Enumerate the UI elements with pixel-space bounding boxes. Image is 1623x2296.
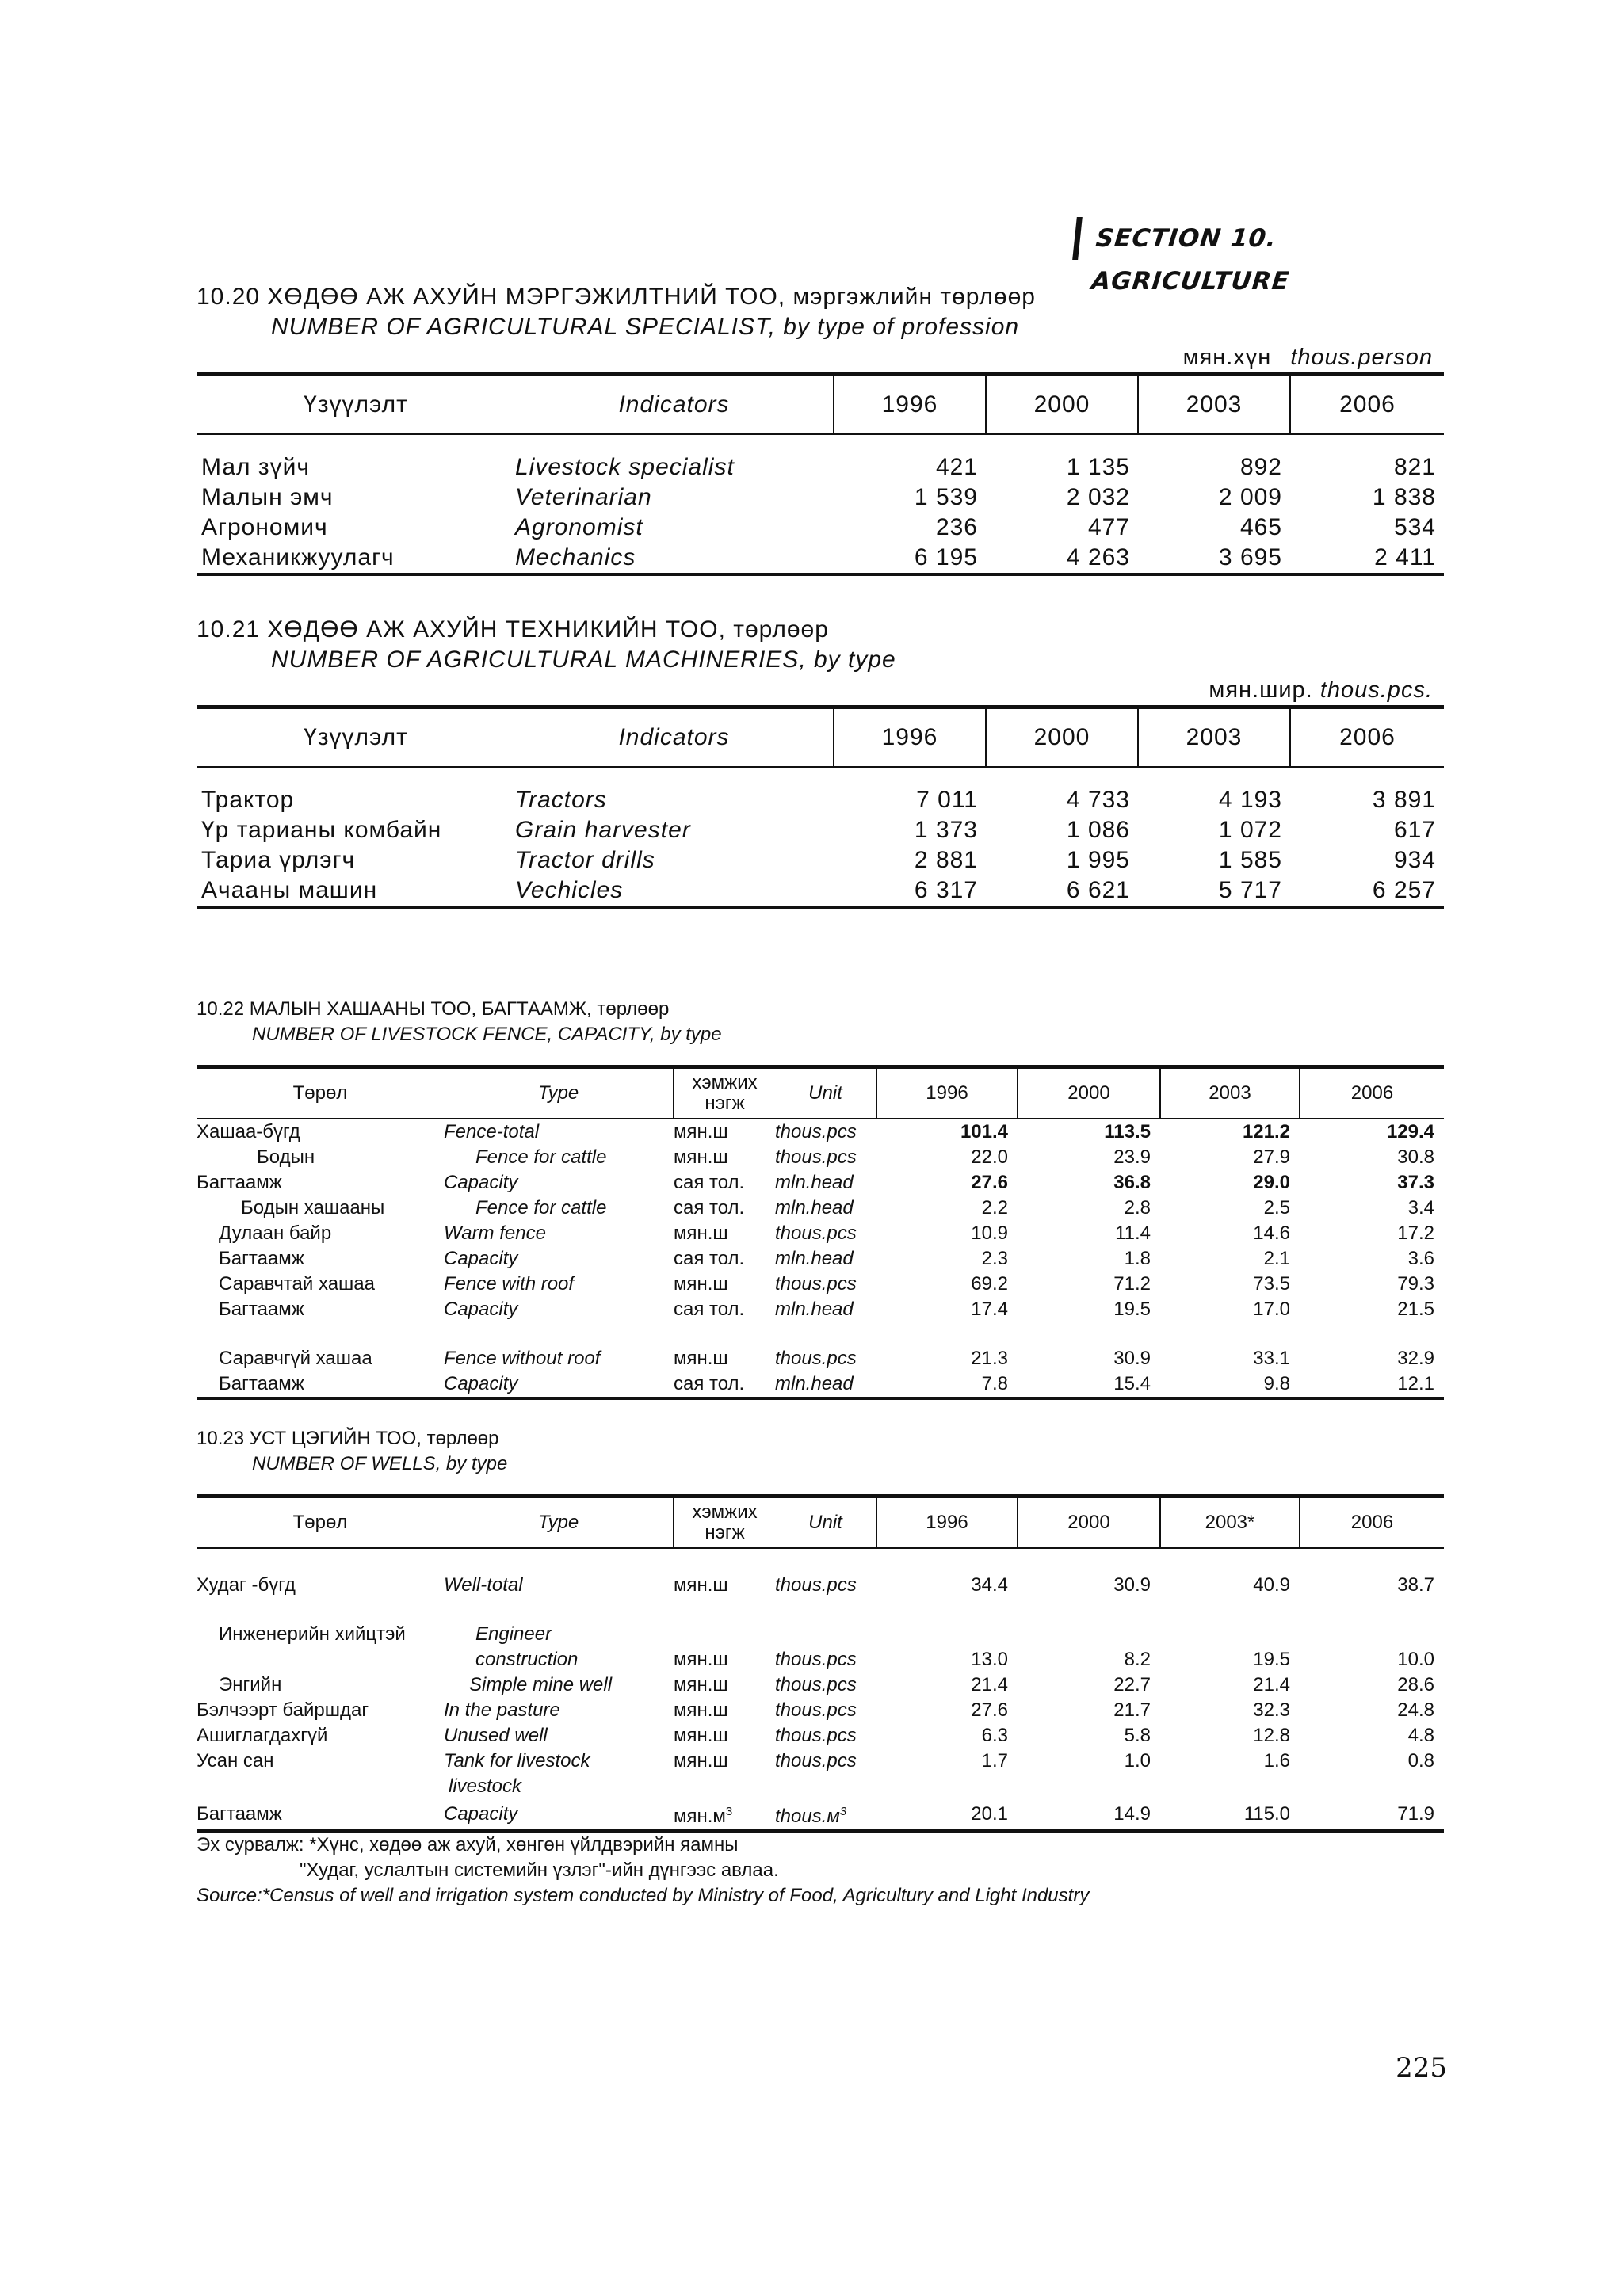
row-label-mn: Багтаамж (197, 1172, 282, 1193)
table-10-20-subtitle: NUMBER OF AGRICULTURAL SPECIALIST, by type of profession (271, 314, 1020, 340)
cell-value: 22.7 (1113, 1674, 1151, 1695)
table-10-21 (197, 705, 1444, 909)
table-row (197, 875, 1444, 907)
cell-value: 4 193 (1218, 787, 1282, 813)
row-label-en: Well-total (444, 1574, 523, 1596)
cell-value: 3 695 (1218, 544, 1282, 570)
cell-value: 27.6 (971, 1699, 1008, 1721)
row-label-mn: Үр тарианы комбайн (201, 817, 442, 843)
row-label-mn: Механикжуулагч (201, 544, 395, 570)
unit-en-cell (775, 1799, 876, 1831)
cell-value: 23.9 (1113, 1146, 1151, 1168)
unit-mn: мян.ш (674, 1574, 728, 1596)
cell-value: 465 (1239, 514, 1282, 540)
col-header: Төрөл (292, 1512, 348, 1533)
cell-value: 2 009 (1218, 484, 1282, 510)
table-10-22 (197, 1065, 1444, 1400)
cell-value: 36.8 (1113, 1172, 1151, 1193)
col-header: хэмжих нэгж (674, 1067, 775, 1119)
cell-value: 5.8 (1124, 1725, 1151, 1746)
table-row (197, 1647, 1444, 1672)
cell-value: 37.3 (1397, 1172, 1434, 1193)
table-row (197, 785, 1444, 815)
cell-value: 7.8 (981, 1373, 1008, 1394)
row-label-en: Capacity (444, 1299, 518, 1320)
section-header: SECTION 10. AGRICULTURE (1072, 217, 1449, 260)
row-label-en-cont: construction (475, 1649, 579, 1670)
row-label-mn: Ачааны машин (201, 877, 378, 903)
table-row (197, 845, 1444, 875)
cell-value: 5 717 (1218, 877, 1282, 903)
table-header-row (197, 707, 1444, 768)
cell-value: 1.7 (981, 1750, 1008, 1772)
col-header: Unit (808, 1512, 842, 1533)
row-label-mn: Малын эмч (201, 484, 334, 510)
row-label-en: Tractor drills (515, 847, 655, 873)
cell-value: 236 (935, 514, 978, 540)
unit-en: mln.head (775, 1248, 854, 1269)
cell-value: 1 135 (1066, 454, 1130, 480)
table-row (197, 1371, 1444, 1398)
table-row (197, 1698, 1444, 1723)
row-label-en: Capacity (444, 1248, 518, 1269)
cell-value: 2.1 (1263, 1248, 1290, 1269)
row-label-en: Agronomist (515, 514, 643, 540)
cell-value: 71.9 (1397, 1803, 1434, 1825)
cell-value: 14.9 (1113, 1803, 1151, 1825)
row-label-en: Capacity (444, 1803, 518, 1825)
unit-mn: сая тол. (674, 1248, 745, 1269)
cell-value: 7 011 (916, 787, 978, 813)
col-header: 1996 (834, 707, 986, 768)
cell-value: 19.5 (1113, 1299, 1151, 1320)
table-10-23-title: 10.23 УСТ ЦЭГИЙН ТОО, төрлөөр (197, 1428, 499, 1449)
row-label-en: Capacity (444, 1172, 518, 1193)
unit-en: mln.head (775, 1299, 854, 1320)
cell-value: 1 086 (1066, 817, 1130, 843)
cell-value: 934 (1393, 847, 1436, 873)
col-header: 2000 (1018, 1497, 1160, 1549)
row-label-mn: Мал зүйч (201, 454, 310, 480)
row-label-mn: Бэлчээрт байршдаг (197, 1699, 369, 1721)
row-label-mn: Бодын (257, 1146, 315, 1168)
row-label-en: Engineer (475, 1623, 552, 1645)
unit-en: thous.pcs (775, 1222, 857, 1244)
row-label-en: Fence with roof (444, 1273, 575, 1295)
col-header: 2003* (1160, 1497, 1300, 1549)
cell-value: 71.2 (1113, 1273, 1151, 1295)
table-row (197, 513, 1444, 543)
unit-mn: мян.ш (674, 1750, 728, 1772)
col-header: Indicators (618, 724, 730, 750)
cell-value: 10.0 (1397, 1649, 1434, 1670)
col-header: 1996 (834, 375, 986, 435)
cell-value: 1.6 (1263, 1750, 1290, 1772)
cell-value: 6 621 (1066, 877, 1130, 903)
unit-en: mln.head (775, 1373, 854, 1394)
table-row (197, 1119, 1444, 1145)
cell-value: 101.4 (960, 1121, 1008, 1142)
row-label-en: Warm fence (444, 1222, 546, 1244)
unit-mn: мян.ш (674, 1146, 728, 1168)
cell-value: 1.8 (1124, 1248, 1151, 1269)
col-header: 2000 (986, 707, 1138, 768)
table-row (197, 815, 1444, 845)
row-label-en: Capacity (444, 1373, 518, 1394)
row-label-en: Fence without roof (444, 1348, 601, 1369)
table-10-21-section (197, 615, 1444, 909)
cell-value: 477 (1087, 514, 1130, 540)
cell-value: 30.9 (1113, 1348, 1151, 1369)
unit-mn: сая тол. (674, 1172, 745, 1193)
source-mn-line-2: "Худаг, услалтын системийн үзлэг"-ийн дүнгээс авлаа. (300, 1859, 779, 1881)
page-number: 225 (1396, 2052, 1447, 2084)
cell-value: 21.4 (1253, 1674, 1290, 1695)
unit-en: thous.м (775, 1806, 840, 1827)
row-label-en: Unused well (444, 1725, 548, 1746)
cell-value: 32.9 (1397, 1348, 1434, 1369)
table-row (197, 1799, 1444, 1831)
source-note (197, 1833, 1444, 1909)
row-label-en: Simple mine well (469, 1674, 613, 1695)
cell-value: 30.9 (1113, 1574, 1151, 1596)
row-label-en: Grain harvester (515, 817, 691, 843)
table-10-21-unit (197, 675, 1444, 705)
cell-value: 8.2 (1124, 1649, 1151, 1670)
table-10-20-section (197, 282, 1444, 576)
cell-value: 0.8 (1407, 1750, 1434, 1772)
cell-value: 24.8 (1397, 1699, 1434, 1721)
col-header: Үзүүлэлт (304, 391, 408, 418)
col-header: Төрөл (292, 1082, 348, 1104)
row-label-mn: Инженерийн хийцтэй (219, 1623, 406, 1645)
col-header: 2003 (1160, 1067, 1300, 1119)
table-row (197, 543, 1444, 574)
col-header: 2003 (1138, 375, 1290, 435)
cell-value: 121.2 (1242, 1121, 1290, 1142)
unit-mn: мян.ш (674, 1348, 728, 1369)
unit-en: thous.pcs (775, 1649, 857, 1670)
col-header: 2000 (986, 375, 1138, 435)
row-label-mn: Саравчтай хашаа (219, 1273, 375, 1295)
table-10-22-section (197, 997, 1444, 1400)
row-label-en: In the pasture (444, 1699, 560, 1721)
cell-value: 9.8 (1263, 1373, 1290, 1394)
cell-value: 12.1 (1397, 1373, 1434, 1394)
col-header: 2006 (1300, 1067, 1444, 1119)
col-header: 2006 (1300, 1497, 1444, 1549)
unit-en: mln.head (775, 1172, 854, 1193)
row-label-en: Tractors (515, 787, 607, 813)
cell-value: 2 881 (914, 847, 978, 873)
cell-value: 2.2 (981, 1197, 1008, 1219)
cell-value: 27.9 (1253, 1146, 1290, 1168)
table-10-23 (197, 1494, 1444, 1833)
row-label-mn: Багтаамж (197, 1803, 282, 1825)
cell-value: 17.0 (1253, 1299, 1290, 1320)
cell-value: 6.3 (981, 1725, 1008, 1746)
cell-value: 69.2 (971, 1273, 1008, 1295)
cell-value: 34.4 (971, 1574, 1008, 1596)
table-row (197, 452, 1444, 482)
table-row (197, 1272, 1444, 1297)
unit-en: thous.pcs (775, 1273, 857, 1295)
cell-value: 28.6 (1397, 1674, 1434, 1695)
table-row (197, 1246, 1444, 1272)
cell-value: 617 (1393, 817, 1436, 843)
cell-value: 4 733 (1066, 787, 1130, 813)
row-label-mn: Ашиглагдахгүй (197, 1725, 328, 1746)
row-label-mn: Тариа үрлэгч (201, 847, 356, 873)
unit-mn: сая тол. (674, 1197, 745, 1219)
cell-value: 2 032 (1066, 484, 1130, 510)
table-row (197, 1749, 1444, 1774)
table-row (197, 1170, 1444, 1196)
col-header: Indicators (618, 391, 730, 418)
unit-mn: мян.ш (674, 1674, 728, 1695)
cell-value: 22.0 (971, 1146, 1008, 1168)
cell-value: 32.3 (1253, 1699, 1290, 1721)
table-row (197, 1723, 1444, 1749)
cell-value: 3.6 (1407, 1248, 1434, 1269)
table-row (197, 1346, 1444, 1371)
table-row (197, 1672, 1444, 1698)
cell-value: 6 257 (1372, 877, 1436, 903)
unit-en: thous.pcs (775, 1699, 857, 1721)
table-10-20-title: 10.20 ХӨДӨӨ АЖ АХУЙН МЭРГЭЖИЛТНИЙ ТОО, мэргэжлийн төрлөөр (197, 284, 1036, 310)
table-header-row (197, 1067, 1444, 1119)
unit-en: thous.person (1290, 345, 1433, 370)
cell-value: 79.3 (1397, 1273, 1434, 1295)
table-10-21-title: 10.21 ХӨДӨӨ АЖ АХУЙН ТЕХНИКИЙН ТОО, төрлөөр (197, 616, 829, 643)
row-label-en: Veterinarian (515, 484, 652, 510)
col-header: Type (537, 1082, 579, 1104)
unit-mn: мян.ш (674, 1699, 728, 1721)
unit-mn: мян.ш (674, 1222, 728, 1244)
col-header: 2000 (1018, 1067, 1160, 1119)
cell-value: 892 (1239, 454, 1282, 480)
unit-en: mln.head (775, 1197, 854, 1219)
table-row (197, 1297, 1444, 1322)
unit-mn: сая тол. (674, 1299, 745, 1320)
table-header-row (197, 375, 1444, 435)
row-label-mn: Саравчгүй хашаа (219, 1348, 372, 1369)
row-label-mn: Багтаамж (219, 1373, 304, 1394)
cell-value: 1 995 (1066, 847, 1130, 873)
cell-value: 21.7 (1113, 1699, 1151, 1721)
cell-value: 13.0 (971, 1649, 1008, 1670)
cell-value: 2.8 (1124, 1197, 1151, 1219)
cell-value: 40.9 (1253, 1574, 1290, 1596)
cell-value: 534 (1393, 514, 1436, 540)
cell-value: 6 317 (914, 877, 978, 903)
unit-en: thous.pcs (775, 1146, 857, 1168)
row-label-mn: Худаг -бүгд (197, 1574, 296, 1596)
cell-value: 21.3 (971, 1348, 1008, 1369)
cell-value: 3 891 (1372, 787, 1436, 813)
cell-value: 1 072 (1218, 817, 1282, 843)
col-header: 1996 (876, 1067, 1018, 1119)
table-10-20 (197, 372, 1444, 576)
row-label-en: Fence-total (444, 1121, 540, 1142)
cell-value: 27.6 (971, 1172, 1008, 1193)
cell-value: 2 411 (1374, 544, 1436, 570)
row-label-mn: Багтаамж (219, 1248, 304, 1269)
cell-value: 12.8 (1253, 1725, 1290, 1746)
unit-en: thous.pcs (775, 1725, 857, 1746)
cell-value: 14.6 (1253, 1222, 1290, 1244)
row-label-mn: Багтаамж (219, 1299, 304, 1320)
col-header: 2006 (1290, 375, 1444, 435)
cell-value: 2.3 (981, 1248, 1008, 1269)
row-label-mn: Энгийн (219, 1674, 282, 1695)
row-label-mn: Хашаа-бүгд (197, 1121, 300, 1142)
cell-value: 15.4 (1113, 1373, 1151, 1394)
unit-en: thous.pcs (775, 1674, 857, 1695)
row-label-mn: Агрономич (201, 514, 328, 540)
cell-value: 129.4 (1386, 1121, 1434, 1142)
source-mn-line-1: Эх сурвалж: *Хүнс, хөдөө аж ахуй, хөнгөн үйлдвэрийн яамны (197, 1834, 739, 1855)
unit-mn-cell (674, 1799, 775, 1831)
unit-en: thous.pcs (775, 1574, 857, 1596)
row-label-mn: Дулаан байр (219, 1222, 332, 1244)
col-header: хэмжих нэгж (674, 1497, 775, 1549)
unit-mn: мян.ш (674, 1273, 728, 1295)
col-header: Unit (808, 1082, 842, 1104)
cell-value: 6 195 (914, 544, 978, 570)
cell-value: 2.5 (1263, 1197, 1290, 1219)
unit-superscript: 3 (839, 1805, 847, 1818)
row-label-en: Fence for cattle (475, 1197, 607, 1219)
table-row (197, 1221, 1444, 1246)
cell-value: 1 373 (914, 817, 978, 843)
source-en: Source:*Census of well and irrigation system conducted by Ministry of Food, Agricultury and Light Industry (197, 1885, 1090, 1906)
cell-value: 1 838 (1372, 484, 1436, 510)
table-10-23-section (197, 1426, 1444, 1909)
row-label-mn: Бодын хашааны (241, 1197, 385, 1219)
table-row (197, 1196, 1444, 1221)
unit-mn: мян.ш (674, 1649, 728, 1670)
unit-mn: мян.хүн (1182, 345, 1272, 370)
cell-value: 17.2 (1397, 1222, 1434, 1244)
table-header-row (197, 1497, 1444, 1549)
unit-en: thous.pcs (775, 1750, 857, 1772)
row-label-en: Fence for cattle (475, 1146, 607, 1168)
cell-value: 73.5 (1253, 1273, 1290, 1295)
unit-mn: мян.ш (674, 1121, 728, 1142)
cell-value: 821 (1393, 454, 1436, 480)
cell-value: 115.0 (1243, 1803, 1290, 1825)
cell-value: 17.4 (971, 1299, 1008, 1320)
cell-value: 11.4 (1115, 1222, 1151, 1244)
cell-value: 1 539 (914, 484, 978, 510)
cell-value: 10.9 (971, 1222, 1008, 1244)
cell-value: 29.0 (1253, 1172, 1290, 1193)
row-label-en-cont: livestock (449, 1775, 522, 1797)
cell-value: 30.8 (1397, 1146, 1434, 1168)
unit-en: thous.pcs (775, 1121, 857, 1142)
table-row (197, 1774, 1444, 1799)
unit-en: thous.pcs. (1319, 677, 1433, 703)
cell-value: 33.1 (1253, 1348, 1290, 1369)
unit-mn: мян.шир. (1209, 677, 1313, 703)
table-row (197, 1573, 1444, 1598)
unit-superscript: 3 (725, 1805, 733, 1818)
cell-value: 21.4 (971, 1674, 1008, 1695)
table-row (197, 1622, 1444, 1647)
cell-value: 19.5 (1253, 1649, 1290, 1670)
table-row (197, 1145, 1444, 1170)
cell-value: 421 (935, 454, 978, 480)
row-label-en: Tank for livestock (444, 1750, 590, 1772)
cell-value: 21.5 (1397, 1299, 1434, 1320)
cell-value: 113.5 (1104, 1121, 1151, 1142)
col-header: 2006 (1290, 707, 1444, 768)
table-10-22-title: 10.22 МАЛЫН ХАШААНЫ ТОО, БАГТААМЖ, төрлөөр (197, 998, 670, 1020)
unit-mn: мян.м (674, 1806, 726, 1827)
table-10-23-subtitle: NUMBER OF WELLS, by type (252, 1453, 508, 1474)
table-10-20-unit (197, 342, 1444, 372)
row-label-en: Vechicles (515, 877, 624, 903)
table-10-22-subtitle: NUMBER OF LIVESTOCK FENCE, CAPACITY, by type (252, 1024, 722, 1045)
unit-mn: сая тол. (674, 1373, 745, 1394)
row-label-en: Mechanics (515, 544, 636, 570)
cell-value: 4.8 (1407, 1725, 1434, 1746)
row-label-en: Livestock specialist (515, 454, 735, 480)
col-header: 1996 (876, 1497, 1018, 1549)
unit-mn: мян.ш (674, 1725, 728, 1746)
row-label-mn: Трактор (201, 787, 295, 813)
col-header: Type (537, 1512, 579, 1533)
cell-value: 1 585 (1218, 847, 1282, 873)
row-label-mn: Усан сан (197, 1750, 274, 1772)
cell-value: 20.1 (971, 1803, 1008, 1825)
cell-value: 3.4 (1407, 1197, 1434, 1219)
table-10-21-subtitle: NUMBER OF AGRICULTURAL MACHINERIES, by type (271, 646, 896, 673)
unit-en: thous.pcs (775, 1348, 857, 1369)
table-row (197, 482, 1444, 513)
col-header: 2003 (1138, 707, 1290, 768)
cell-value: 4 263 (1066, 544, 1130, 570)
col-header: Үзүүлэлт (304, 724, 408, 750)
cell-value: 38.7 (1397, 1574, 1434, 1596)
cell-value: 1.0 (1124, 1750, 1151, 1772)
